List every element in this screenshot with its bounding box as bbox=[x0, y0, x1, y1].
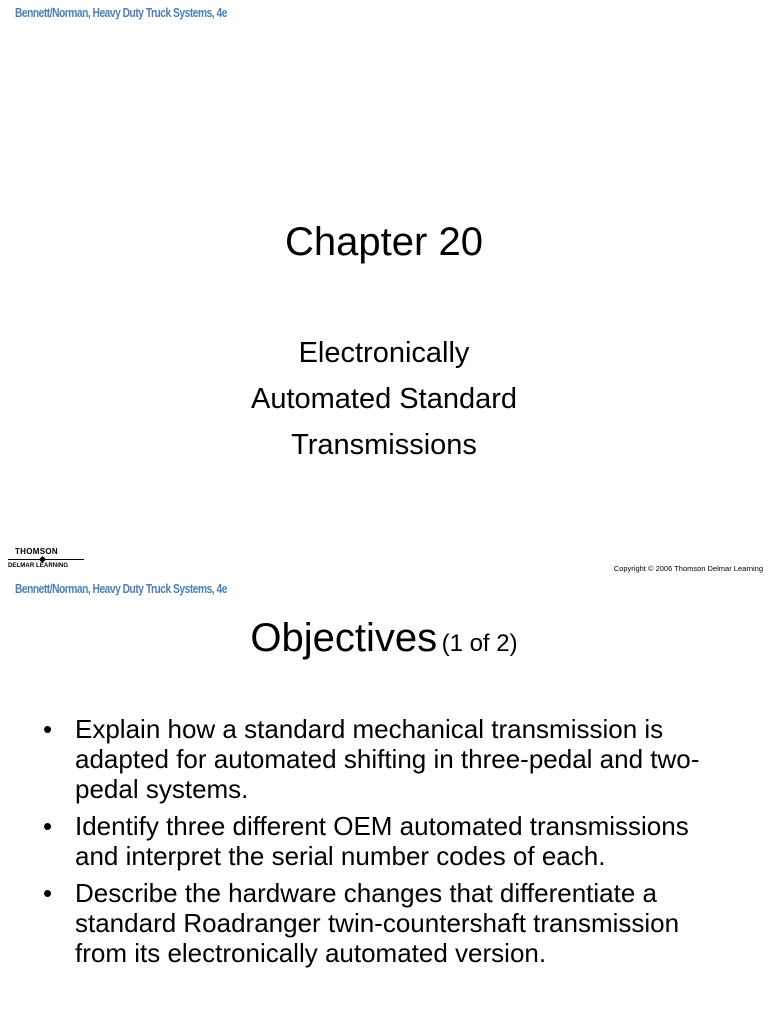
slide-title bbox=[0, 616, 768, 661]
slide-title-suffix: (1 of 2) bbox=[441, 630, 518, 657]
subtitle-line: Automated Standard bbox=[250, 383, 517, 415]
copyright-notice: Copyright © 2006 Thomson Delmar Learning bbox=[613, 564, 763, 573]
book-header: Bennett/Norman, Heavy Duty Truck Systems, 4e bbox=[15, 6, 227, 20]
objectives-list bbox=[0, 714, 768, 975]
list-item bbox=[0, 811, 768, 871]
chapter-title: Chapter 20 bbox=[285, 220, 483, 264]
bullet-icon: • bbox=[43, 878, 53, 908]
logo-diamond-icon bbox=[39, 556, 46, 563]
logo-bottom-text: DELMAR LEARNING bbox=[8, 563, 69, 569]
subtitle-line: Electronically bbox=[298, 337, 470, 369]
slide-title-main: Objectives bbox=[250, 616, 438, 660]
list-item-text: Describe the hardware changes that differentiate a standard Roadranger twin-countershaft transmission from its electronically automated version. bbox=[75, 878, 680, 968]
list-item bbox=[0, 714, 768, 804]
bullet-icon: • bbox=[43, 714, 53, 744]
objectives-slide bbox=[0, 578, 768, 1024]
book-header: Bennett/Norman, Heavy Duty Truck Systems, 4e bbox=[15, 582, 227, 596]
list-item-text: Identify three different OEM automated transmissions and interpret the serial number codes of each. bbox=[75, 811, 689, 871]
subtitle-line: Transmissions bbox=[291, 429, 477, 461]
list-item-text: Explain how a standard mechanical transmission is adapted for automated shifting in three-pedal and two-pedal systems. bbox=[75, 714, 700, 804]
chapter-subtitle bbox=[0, 330, 768, 468]
bullet-icon: • bbox=[43, 811, 53, 841]
logo-top-text: THOMSON bbox=[15, 547, 58, 556]
publisher-logo bbox=[8, 547, 88, 573]
list-item bbox=[0, 878, 768, 968]
